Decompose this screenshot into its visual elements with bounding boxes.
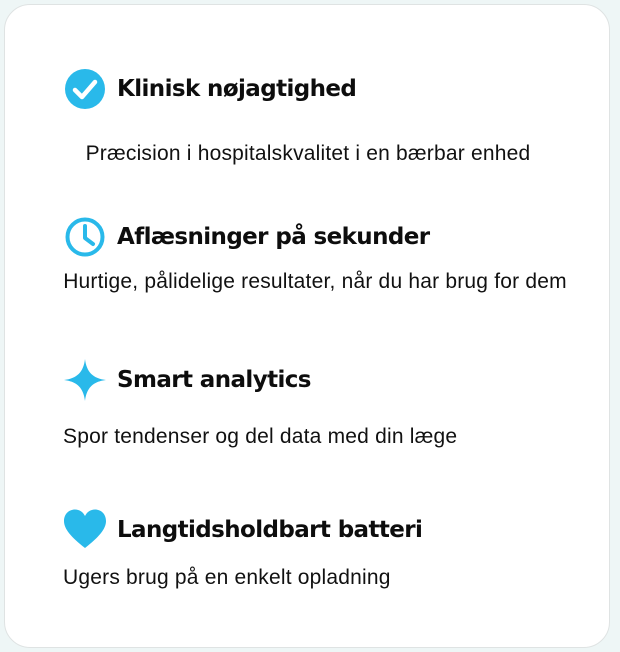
- heart-icon: [63, 508, 107, 552]
- sparkle-icon: [63, 358, 107, 402]
- feature-title: Smart analytics: [117, 367, 311, 393]
- features-card: [4, 4, 610, 648]
- feature-description: Hurtige, pålidelige resultater, når du har brug for dem: [63, 270, 567, 293]
- feature-title: Aflæsninger på sekunder: [117, 224, 430, 250]
- check-circle-icon: [63, 67, 107, 111]
- feature-heading: [63, 215, 429, 259]
- feature-description: Spor tendenser og del data med din læge: [63, 425, 458, 448]
- clock-icon: [63, 215, 107, 259]
- feature-description: Præcision i hospitalskvalitet i en bærbar enhed: [85, 142, 531, 165]
- feature-heading: [63, 508, 422, 552]
- feature-heading: [63, 358, 311, 402]
- feature-title: Langtidsholdbart batteri: [117, 517, 423, 543]
- feature-title: Klinisk nøjagtighed: [117, 76, 357, 102]
- feature-description: Ugers brug på en enkelt opladning: [63, 566, 391, 589]
- feature-heading: [63, 67, 356, 111]
